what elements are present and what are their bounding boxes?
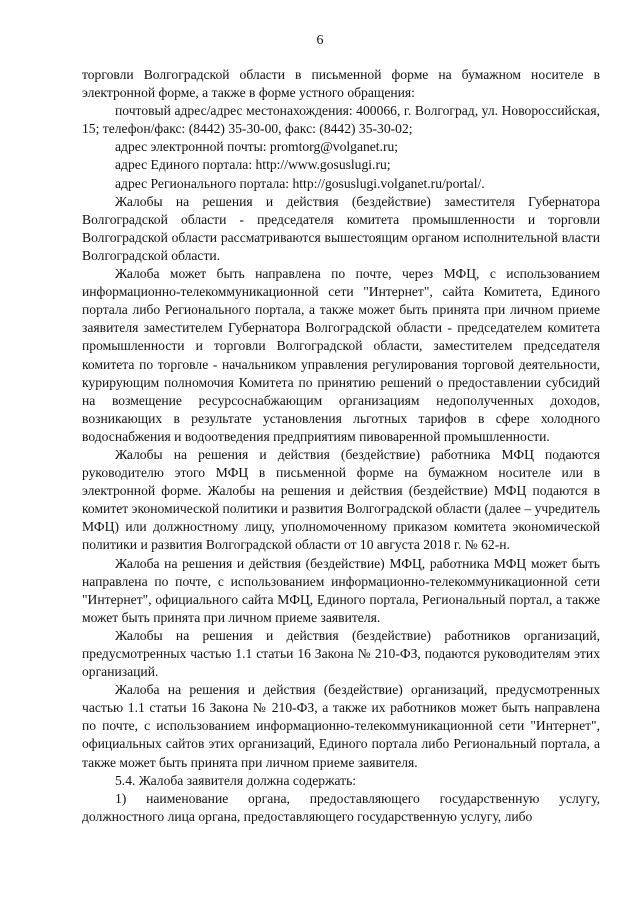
paragraph-complaint-contents-heading: 5.4. Жалоба заявителя должна содержать: — [115, 772, 357, 788]
paragraph-unified-portal: адрес Единого портала: http://www.gosuslugi.ru; — [115, 157, 391, 173]
paragraph-postal-address: почтовый адрес/адрес местонахождения: 400066, г. Волгоград, ул. Новороссийская, 15; телефон/факс: (8442) 35-30-00, факс: (8442) 35-30-02; — [82, 103, 600, 137]
document-body — [82, 66, 600, 826]
paragraph-organization-worker-complaints: Жалобы на решения и действия (бездействие) работников организаций, предусмотренных частью 1.1 статьи 16 Закона № 210-ФЗ, подаются руководителям этих организаций. — [82, 627, 600, 680]
paragraph-complaint-submission: Жалоба может быть направлена по почте, через МФЦ, с использованием информационно-телекоммуникационной сети "Интернет", сайта Комитета, Единого портала либо Регионального портала, а также может быть принята при личном приеме заявителя заместителем Губернатора Волгоградской области - председателем комитета промышленности и торговли Волгоградской области, заместителем председателя комитета по торговле - начальником управления регулирования торговой деятельности, курирующим полномочия Комитета по принятию решений о предоставлении субсидий на возмещение ресурсоснабжающим организациям недополученных доходов, возникающих в результате установления льготных тарифов в сфере холодного водоснабжения и водоотведения предприятиям пивоваренной промышленности. — [82, 266, 600, 444]
paragraph-mfc-complaint-submission: Жалоба на решения и действия (бездействие) МФЦ, работника МФЦ может быть направлена по почте, с использованием информационно-телекоммуникационной сети "Интернет", официального сайта МФЦ, Единого портала, Региональный портал, а также может быть принята при личном приеме заявителя. — [82, 555, 600, 625]
paragraph-organization-complaint-submission: Жалоба на решения и действия (бездействие) организаций, предусмотренных частью 1.1 статьи 16 Закона № 210-ФЗ, а также их работников может быть направлена по почте, с использованием информационно-телекоммуникационной сети "Интернет", официальных сайтов этих организаций, Единого портала либо Региональный портала, а также может быть принята при личном приеме заявителя. — [82, 682, 600, 770]
paragraph-email: адрес электронной почты: promtorg@volganet.ru; — [115, 139, 399, 155]
paragraph-mfc-worker-complaints: Жалобы на решения и действия (бездействие) работника МФЦ подаются руководителю этого МФЦ в письменной форме на бумажном носителе или в электронной форме. Жалобы на решения и действия (бездействие) МФЦ подаются в комитет экономической политики и развития Волгоградской области (далее – учредитель МФЦ) или должностному лицу, уполномоченному приказом комитета экономической политики и развития Волгоградской области от 10 августа 2018 г. № 62-н. — [82, 446, 600, 553]
paragraph-list-item-1: 1) наименование органа, предоставляющего государственную услугу, должностного лица органа, предоставляющего государственную услугу, либо — [82, 790, 600, 824]
paragraph-continuation: торговли Волгоградской области в письменной форме на бумажном носителе в электронной форме, а также в форме устного обращения: — [82, 67, 600, 101]
page-number: 6 — [316, 33, 324, 48]
paragraph-regional-portal: адрес Регионального портала: http://gosuslugi.volganet.ru/portal/. — [115, 175, 485, 191]
paragraph-deputy-governor-complaints: Жалобы на решения и действия (бездействие) заместителя Губернатора Волгоградской области - председателя комитета промышленности и торговли Волгоградской области рассматриваются вышестоящим органом исполнительной власти Волгоградской области. — [82, 193, 600, 263]
